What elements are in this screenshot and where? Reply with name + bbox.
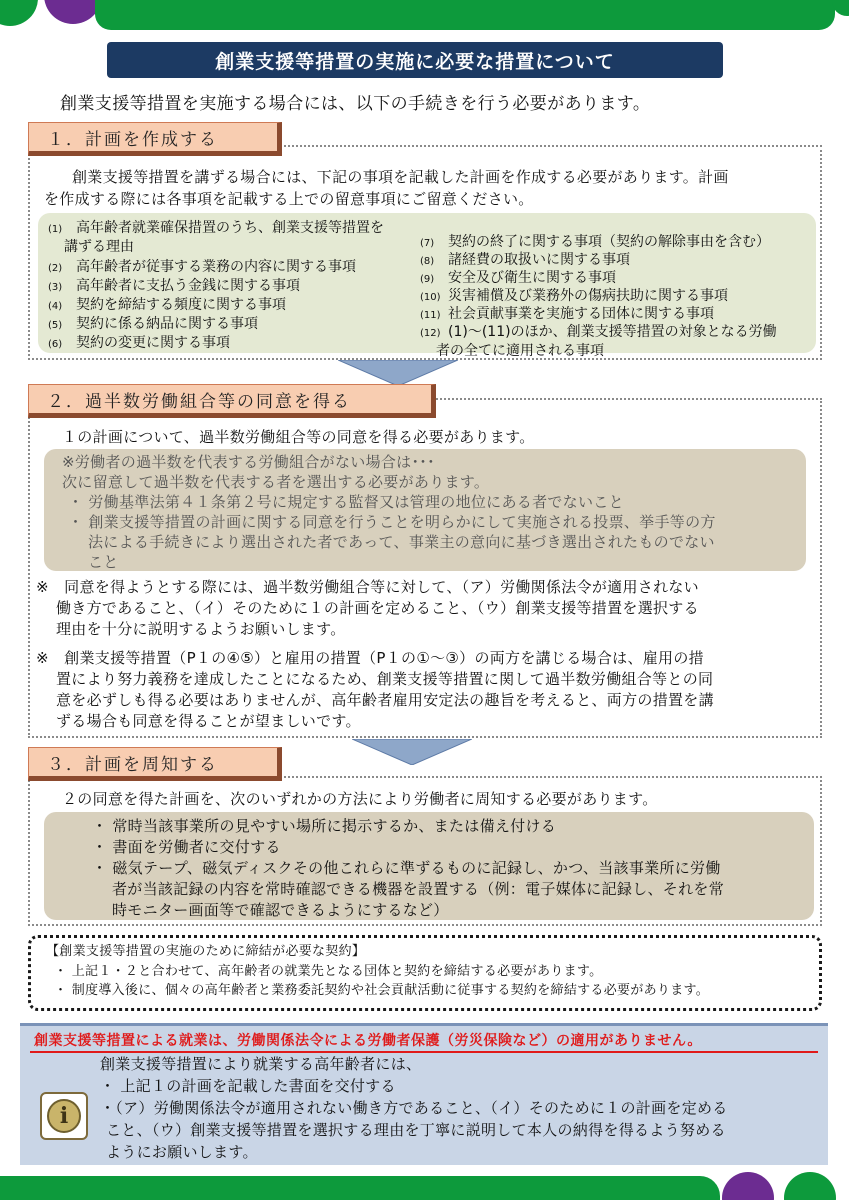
item-text: 諸経費の取扱いに関する事項 [448, 252, 630, 268]
info-line5: ようにお願いします。 [106, 1143, 258, 1161]
info-line2: ・ 上記１の計画を記載した書面を交付する [100, 1077, 396, 1095]
item-number: (6) [48, 339, 63, 350]
list-item [48, 277, 300, 297]
list-item-continuation: 者の全てに適用される事項 [436, 343, 604, 359]
section2-panel-line2: 次に留意して過半数を代表する者を選出する必要があります。 [62, 473, 490, 491]
section2-panel-line5: 法による手続きにより選出された者であって、事業主の意向に基づき選出されたものでない [88, 533, 715, 551]
section3-heading: ３．計画を周知する [28, 747, 282, 781]
decor-circle-green [0, 0, 38, 26]
item-text: 安全及び衛生に関する事項 [448, 270, 616, 286]
info-box [20, 1023, 828, 1165]
item-number: (9) [420, 274, 435, 285]
down-arrow-icon [338, 360, 458, 386]
item-text: 社会貢献事業を実施する団体に関する事項 [448, 306, 714, 322]
item-number: (5) [48, 320, 63, 331]
section2-note2-line2: 置により努力義務を達成したことになるため、創業支援等措置に関して過半数労働組合等との同 [56, 670, 714, 688]
item-number: (11) [420, 310, 441, 321]
section1-body-line1: 創業支援等措置を講ずる場合には、下記の事項を記載した計画を作成する必要があります。計画 [72, 168, 729, 186]
item-text: 契約に係る納品に関する事項 [76, 316, 258, 332]
info-symbol: i [47, 1099, 81, 1133]
list-item [420, 233, 770, 253]
section3-panel-line5: 時モニター画面等で確認できるようにするなど） [112, 901, 449, 919]
item-number: (4) [48, 301, 63, 312]
contract-line2: ・ 制度導入後に、個々の高年齢者と業務委託契約や社会貢献活動に従事する契約を締結する必要があります。 [54, 983, 710, 998]
item-number: (2) [48, 263, 63, 274]
info-warning: 創業支援等措置による就業は、労働関係法令による労働者保護（労災保険など）の適用がありません。 [34, 1033, 702, 1049]
section2-panel-line4: ・ 創業支援等措置の計画に関する同意を行うことを明らかにして実施される投票、挙手等の方 [68, 513, 716, 531]
item-number: (7) [420, 238, 435, 249]
list-item [420, 269, 616, 289]
intro-text: 創業支援等措置を実施する場合には、以下の手続きを行う必要があります。 [60, 94, 651, 114]
info-icon [40, 1092, 88, 1140]
list-item [420, 251, 630, 271]
bottom-decoration [0, 1168, 849, 1200]
info-line4: こと、（ウ）創業支援等措置を選択する理由を丁寧に説明して本人の納得を得るよう努める [106, 1121, 726, 1139]
contract-heading: 【創業支援等措置の実施のために締結が必要な契約】 [46, 944, 366, 959]
section3-lead: ２の同意を得た計画を、次のいずれかの方法により労働者に周知する必要があります。 [62, 790, 658, 808]
item-text: 高年齢者に支払う金銭に関する事項 [76, 278, 300, 294]
section2-note2-line4: ずる場合も同意を得ることが望ましいです。 [56, 712, 361, 730]
item-text: 契約の終了に関する事項（契約の解除事由を含む） [448, 234, 770, 250]
section2-note1-line1: ※ 同意を得ようとする際には、過半数労働組合等に対して、（ア）労働関係法令が適用されない [36, 578, 699, 596]
section2-panel-line3: ・ 労働基準法第４１条第２号に規定する監督又は管理の地位にある者でないこと [68, 493, 624, 511]
section2-panel-line6: こと [88, 553, 119, 571]
bottom-green-bar [0, 1176, 720, 1200]
section3-panel-line4: 者が当該記録の内容を常時確認できる機器を設置する（例：電子媒体に記録し、それを常 [112, 880, 725, 898]
list-item [48, 258, 356, 278]
section1-heading: １．計画を作成する [28, 122, 282, 156]
item-text: 災害補償及び業務外の傷病扶助に関する事項 [448, 288, 728, 304]
info-line3: ・（ア）労働関係法令が適用されない働き方であること、（イ）そのために１の計画を定める [100, 1099, 728, 1117]
list-item [48, 296, 286, 316]
decor-circle-green [784, 1172, 836, 1200]
item-number: (8) [420, 256, 435, 267]
section2-heading: ２．過半数労働組合等の同意を得る [28, 384, 436, 418]
page-title: 創業支援等措置の実施に必要な措置について [107, 42, 723, 78]
item-number: (3) [48, 282, 63, 293]
section3-panel-line3: ・ 磁気テープ、磁気ディスクその他これらに準ずるものに記録し、かつ、当該事業所に労働 [92, 859, 721, 877]
section2-note2-line1: ※ 創業支援等措置（P１の④⑤）と雇用の措置（P１の①～③）の両方を講じる場合は、雇用の措 [36, 649, 704, 667]
item-text: 契約の変更に関する事項 [76, 335, 230, 351]
down-arrow-icon [352, 739, 472, 765]
list-item-continuation: 講ずる理由 [64, 239, 134, 255]
list-item [420, 323, 777, 343]
list-item [420, 287, 728, 307]
section2-note1-line2: 働き方であること、（イ）そのために１の計画を定めること、（ウ）創業支援等措置を選択する [56, 599, 699, 617]
section2-panel-line1: ※労働者の過半数を代表する労働組合がない場合は･･･ [62, 453, 435, 471]
section2-lead: １の計画について、過半数労働組合等の同意を得る必要があります。 [62, 428, 535, 446]
top-decoration [0, 0, 849, 34]
list-item [48, 315, 258, 335]
section3-panel-line2: ・ 書面を労働者に交付する [92, 838, 281, 856]
section3-panel-line1: ・ 常時当該事業所の見やすい場所に掲示するか、または備え付ける [92, 817, 557, 835]
list-item [48, 219, 384, 239]
section2-note2-line3: 意を必ずしも得る必要はありませんが、高年齢者雇用安定法の趣旨を考えると、両方の措置を講 [56, 691, 714, 709]
item-text: (1)～(11)のほか、創業支援等措置の対象となる労働 [448, 324, 777, 340]
item-number: (12) [420, 328, 441, 339]
info-line1: 創業支援等措置により就業する高年齢者には、 [100, 1055, 422, 1073]
section2-note1-line3: 理由を十分に説明するようお願いします。 [56, 620, 346, 638]
decor-circle-purple [44, 0, 102, 24]
item-number: (1) [48, 224, 63, 235]
list-item [48, 334, 230, 354]
decor-circle-purple [722, 1172, 774, 1200]
item-text: 高年齢者就業確保措置のうち、創業支援等措置を [76, 220, 384, 236]
section1-body-line2: を作成する際には各事項を記載する上での留意事項にご留意ください。 [44, 190, 534, 208]
top-green-bar [95, 0, 835, 30]
item-number: (10) [420, 292, 441, 303]
item-text: 契約を締結する頻度に関する事項 [76, 297, 286, 313]
item-text: 高年齢者が従事する業務の内容に関する事項 [76, 259, 356, 275]
list-item [420, 305, 714, 325]
contract-line1: ・ 上記１・２と合わせて、高年齢者の就業先となる団体と契約を締結する必要があります。 [54, 964, 603, 979]
